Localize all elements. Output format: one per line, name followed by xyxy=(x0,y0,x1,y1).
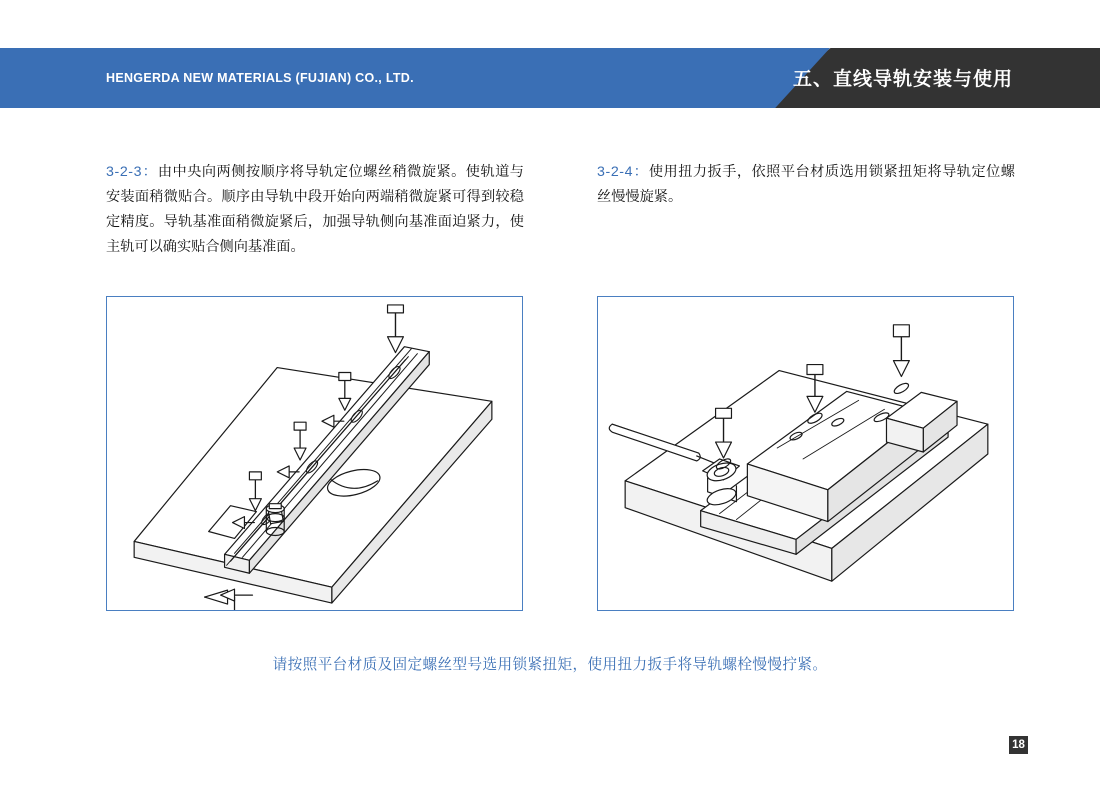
figure-right-illustration xyxy=(598,297,1013,610)
step-label-left: 3-2-3： xyxy=(106,164,158,180)
paragraph-left xyxy=(106,160,524,260)
figure-left-illustration xyxy=(107,297,522,610)
step-text-right: 使用扭力扳手，依照平台材质选用锁紧扭矩将导轨定位螺丝慢慢旋紧。 xyxy=(597,164,1015,205)
figure-right xyxy=(597,296,1014,611)
chapter-title: 五、直线导轨安装与使用 xyxy=(792,69,1013,90)
figure-caption: 请按照平台材质及固定螺丝型号选用锁紧扭矩，使用扭力扳手将导轨螺栓慢慢拧紧。 xyxy=(272,657,828,673)
page-number: 18 xyxy=(1009,736,1028,754)
figure-left xyxy=(106,296,523,611)
paragraph-right xyxy=(597,160,1015,210)
company-name: HENGERDA NEW MATERIALS (FUJIAN) CO., LTD. xyxy=(106,71,414,85)
step-text-left: 由中央向两侧按顺序将导轨定位螺丝稍微旋紧。使轨道与安装面稍微贴合。顺序由导轨中段开始向两端稍微旋紧可得到较稳定精度。导轨基准面稍微旋紧后，加强导轨侧向基准面迫紧力，使主轨可以确实贴合侧向基准面。 xyxy=(106,164,524,255)
step-label-right: 3-2-4： xyxy=(597,164,649,180)
page-header xyxy=(0,48,1100,108)
